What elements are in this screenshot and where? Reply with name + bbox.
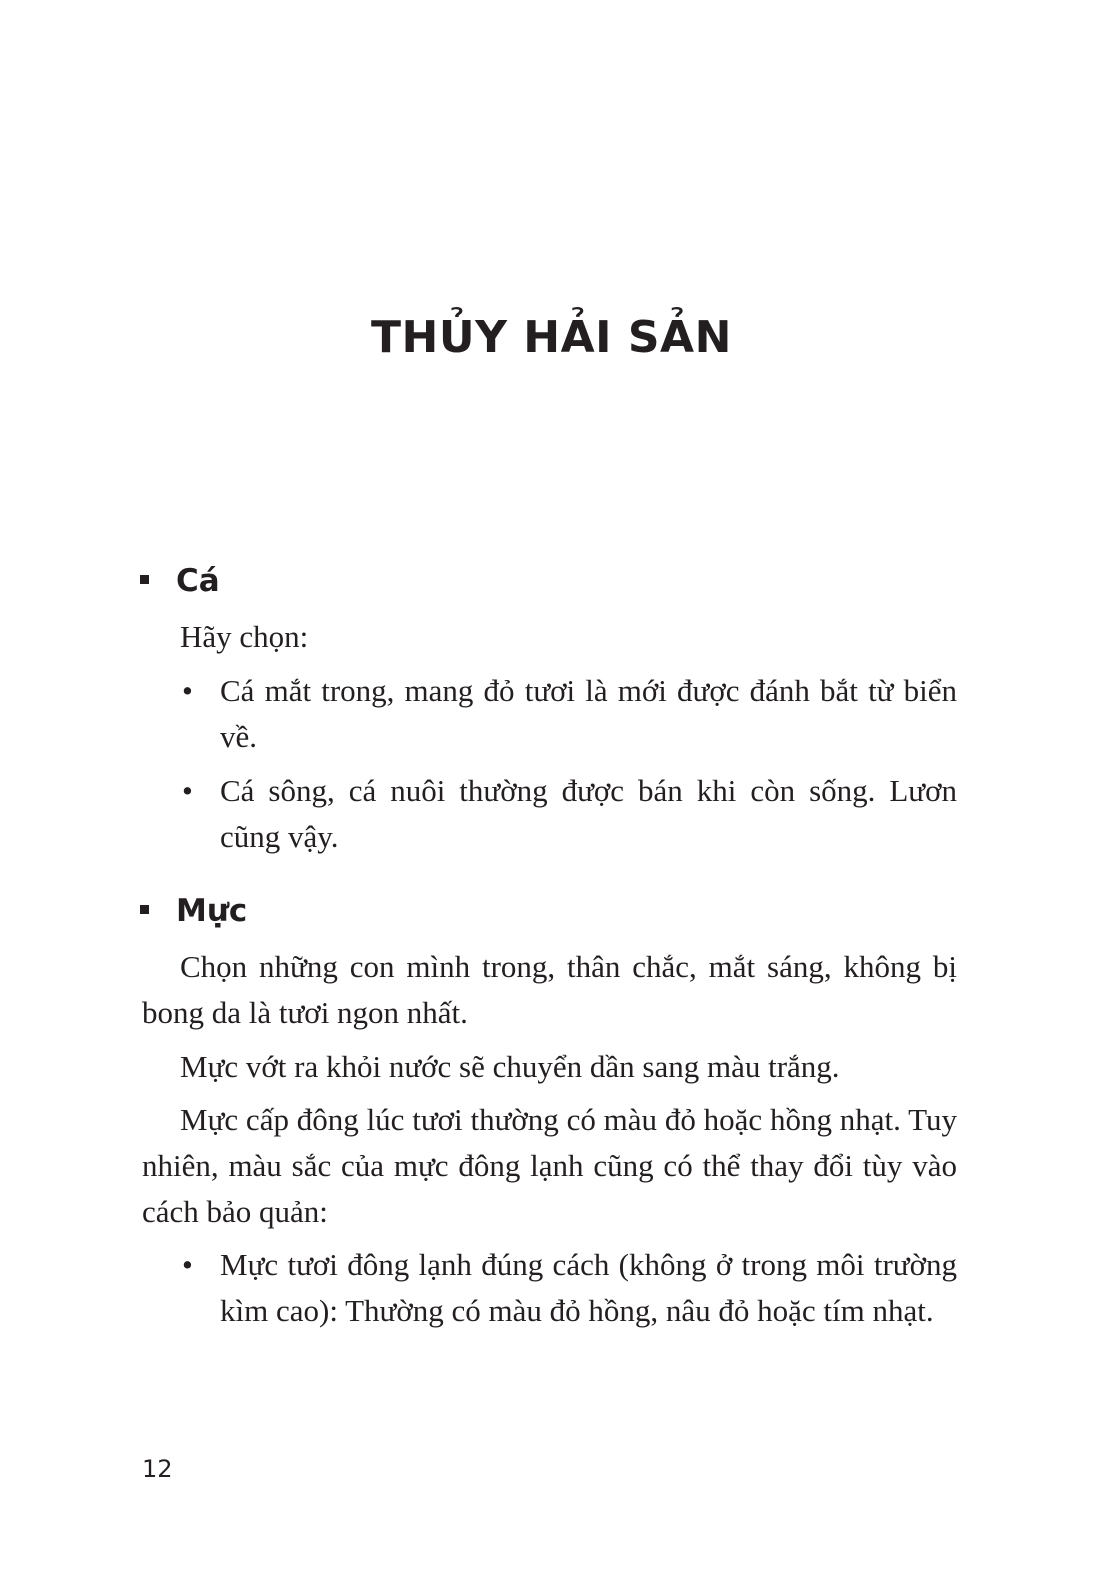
page-title: THỦY HẢI SẢN (371, 312, 732, 363)
square-bullet-icon (140, 575, 149, 584)
square-bullet-icon (140, 905, 149, 914)
section-intro: Hãy chọn: (180, 619, 309, 654)
paragraph: Mực vớt ra khỏi nước sẽ chuyển dần sang màu trắng. (180, 1049, 840, 1084)
bullet-icon: • (182, 673, 193, 708)
section-heading-ca (140, 563, 220, 599)
list-item-text: Mực tươi đông lạnh đúng cách (không ở trong môi trường kìm cao): Thường có màu đỏ hồng, nâu đỏ hoặc tím nhạt. (220, 1247, 957, 1328)
list-item-text: Cá mắt trong, mang đỏ tươi là mới được đánh bắt từ biển về. (220, 673, 957, 754)
bullet-icon: • (182, 1247, 193, 1282)
list-item (182, 668, 957, 760)
paragraph: Mực cấp đông lúc tươi thường có màu đỏ hoặc hồng nhạt. Tuy nhiên, màu sắc của mực đông lạnh cũng có thể thay đổi tùy vào cách bảo quản: (142, 1102, 957, 1229)
paragraph: Chọn những con mình trong, thân chắc, mắt sáng, không bị bong da là tươi ngon nhất. (142, 949, 957, 1030)
bullet-icon: • (182, 773, 193, 808)
section-heading-muc (140, 893, 247, 929)
section-heading-label: Mực (176, 893, 248, 929)
list-item (182, 768, 957, 860)
page-number: 12 (142, 1455, 173, 1483)
list-item-text: Cá sông, cá nuôi thường được bán khi còn sống. Lươn cũng vậy. (220, 773, 957, 854)
list-item (182, 1242, 957, 1334)
section-heading-label: Cá (176, 563, 220, 599)
